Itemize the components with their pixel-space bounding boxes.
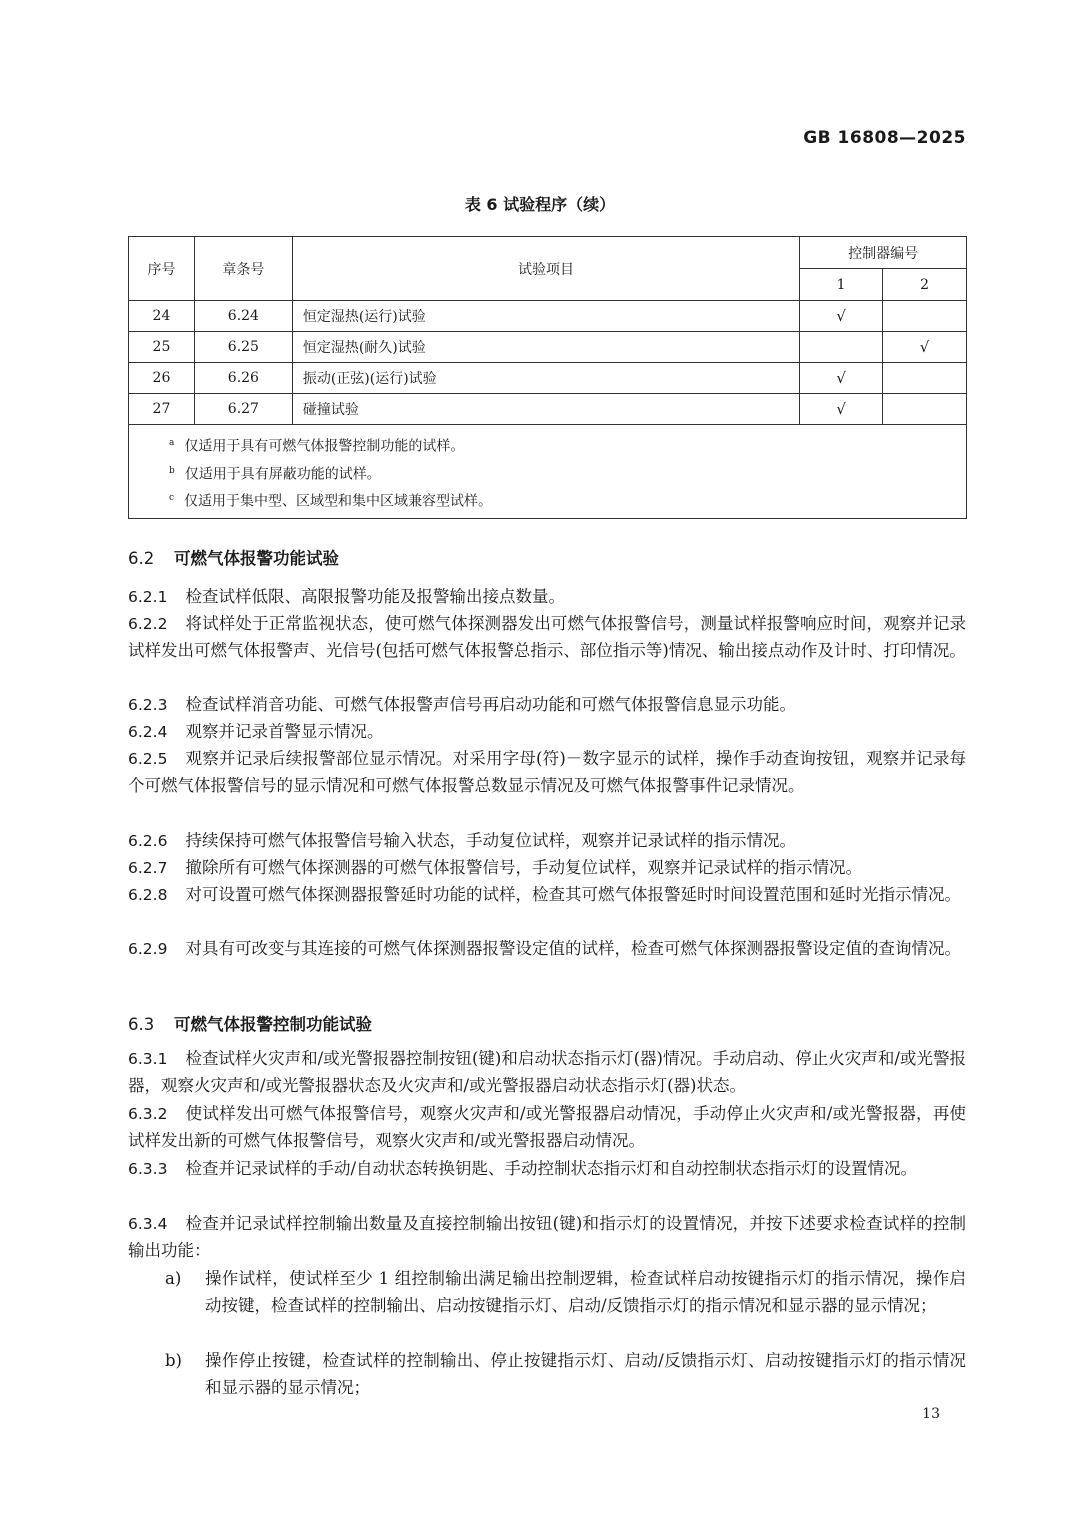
col-header-seq: 序号 <box>129 237 195 301</box>
clause-number: 6.2.3 <box>128 696 168 714</box>
clause-text: 检查并记录试样的手动/自动状态转换钥匙、手动控制状态指示灯和自动控制状态指示灯的设置情况。 <box>185 1159 918 1178</box>
clause-6-2-5 <box>128 746 966 799</box>
section-number: 6.3 <box>128 1015 155 1034</box>
cell-controller-1 <box>800 332 883 363</box>
cell-controller-2 <box>883 363 967 394</box>
cell-clause: 6.26 <box>194 363 292 394</box>
clause-text: 检查试样低限、高限报警功能及报警输出接点数量。 <box>185 587 565 606</box>
cell-item: 恒定湿热(运行)试验 <box>292 301 799 332</box>
clause-number: 6.2.5 <box>128 750 168 768</box>
clause-number: 6.3.1 <box>128 1050 168 1068</box>
list-item <box>165 1266 966 1319</box>
col-header-controller-2: 2 <box>883 269 967 301</box>
cell-item: 振动(正弦)(运行)试验 <box>292 363 799 394</box>
cell-controller-1: √ <box>800 301 883 332</box>
note-text: 仅适用于具有可燃气体报警控制功能的试样。 <box>184 438 465 455</box>
standard-id: GB 16808—2025 <box>803 128 966 148</box>
clause-number: 6.3.3 <box>128 1160 168 1178</box>
table-row <box>129 363 967 394</box>
clause-6-3-2 <box>128 1101 966 1154</box>
table-row <box>129 332 967 363</box>
cell-seq: 27 <box>129 394 195 425</box>
clause-6-2-3 <box>128 692 966 719</box>
test-procedure-table <box>128 236 967 519</box>
section-heading-6-2 <box>128 545 339 569</box>
cell-clause: 6.27 <box>194 394 292 425</box>
table-note <box>169 459 966 487</box>
clause-number: 6.2.6 <box>128 832 168 850</box>
clause-text: 观察并记录首警显示情况。 <box>185 722 384 741</box>
col-header-controller-1: 1 <box>800 269 883 301</box>
clause-6-2-7 <box>128 855 966 882</box>
col-header-item: 试验项目 <box>292 237 799 301</box>
cell-controller-2 <box>883 394 967 425</box>
cell-controller-2: √ <box>883 332 967 363</box>
clause-number: 6.2.9 <box>128 940 168 958</box>
clause-6-2-4 <box>128 719 966 746</box>
clause-6-2-1 <box>128 584 966 611</box>
list-marker: b) <box>165 1351 182 1370</box>
cell-seq: 25 <box>129 332 195 363</box>
clause-text: 观察并记录后续报警部位显示情况。对采用字母(符)－数字显示的试样，操作手动查询按钮，观察并记录每个可燃气体报警信号的显示情况和可燃气体报警总数显示情况及可燃气体报警事件记录情况。 <box>128 749 966 795</box>
note-mark: b <box>169 465 175 476</box>
cell-seq: 24 <box>129 301 195 332</box>
clause-text: 对具有可改变与其连接的可燃气体探测器报警设定值的试样，检查可燃气体探测器报警设定值的查询情况。 <box>185 939 961 958</box>
clause-number: 6.3.4 <box>128 1215 168 1233</box>
cell-clause: 6.25 <box>194 332 292 363</box>
list-item <box>165 1348 966 1401</box>
clause-text: 对可设置可燃气体探测器报警延时功能的试样，检查其可燃气体报警延时时间设置范围和延时光指示情况。 <box>185 885 961 904</box>
clause-text: 检查试样火灾声和/或光警报器控制按钮(键)和启动状态指示灯(器)情况。手动启动、停止火灾声和/或光警报器，观察火灾声和/或光警报器状态及火灾声和/或光警报器启动状态指示灯(器)状态。 <box>128 1049 966 1095</box>
clause-6-2-6 <box>128 828 966 855</box>
section-title: 可燃气体报警功能试验 <box>174 549 339 568</box>
cell-controller-1: √ <box>800 363 883 394</box>
cell-seq: 26 <box>129 363 195 394</box>
clause-text: 将试样处于正常监视状态，使可燃气体探测器发出可燃气体报警信号，测量试样报警响应时间，观察并记录试样发出可燃气体报警声、光信号(包括可燃气体报警总指示、部位指示等)情况、输出接点动作及计时、打印情况。 <box>128 614 966 660</box>
section-title: 可燃气体报警控制功能试验 <box>174 1015 372 1034</box>
cell-item: 恒定湿热(耐久)试验 <box>292 332 799 363</box>
list-marker: a) <box>165 1269 182 1288</box>
clause-6-2-9 <box>128 936 966 963</box>
cell-clause: 6.24 <box>194 301 292 332</box>
table-note <box>169 486 966 514</box>
clause-number: 6.2.7 <box>128 859 168 877</box>
clause-6-2-2 <box>128 611 966 664</box>
clause-text: 使试样发出可燃气体报警信号，观察火灾声和/或光警报器启动情况，手动停止火灾声和/或光警报器，再使试样发出新的可燃气体报警信号，观察火灾声和/或光警报器启动情况。 <box>128 1104 966 1150</box>
clause-6-3-1 <box>128 1046 966 1099</box>
clause-text: 检查试样消音功能、可燃气体报警声信号再启动功能和可燃气体报警信息显示功能。 <box>185 695 796 714</box>
clause-number: 6.3.2 <box>128 1105 168 1123</box>
table-row <box>129 301 967 332</box>
clause-6-3-4 <box>128 1211 966 1264</box>
clause-6-2-8 <box>128 882 966 909</box>
note-mark: a <box>169 438 175 448</box>
col-header-clause: 章条号 <box>194 237 292 301</box>
cell-controller-1: √ <box>800 394 883 425</box>
clause-text: 检查并记录试样控制输出数量及直接控制输出按钮(键)和指示灯的设置情况，并按下述要求检查试样的控制输出功能： <box>128 1214 966 1260</box>
table-row <box>129 394 967 425</box>
table-note <box>169 431 966 459</box>
clause-6-3-3 <box>128 1156 966 1183</box>
clause-number: 6.2.2 <box>128 615 168 633</box>
clause-text: 持续保持可燃气体报警信号输入状态，手动复位试样，观察并记录试样的指示情况。 <box>185 831 796 850</box>
page-number: 13 <box>922 1406 940 1422</box>
section-heading-6-3 <box>128 1011 372 1035</box>
cell-controller-2 <box>883 301 967 332</box>
col-header-controller: 控制器编号 <box>800 237 967 269</box>
note-mark: c <box>169 493 175 504</box>
note-text: 仅适用于具有屏蔽功能的试样。 <box>184 466 381 483</box>
clause-number: 6.2.8 <box>128 886 168 904</box>
cell-item: 碰撞试验 <box>292 394 799 425</box>
clause-number: 6.2.4 <box>128 723 168 741</box>
table-title: 表 6 试验程序（续） <box>464 195 616 214</box>
clause-number: 6.2.1 <box>128 588 168 606</box>
section-number: 6.2 <box>128 549 155 568</box>
table-notes <box>129 425 967 519</box>
list-text: 操作停止按键，检查试样的控制输出、停止按键指示灯、启动/反馈指示灯、启动按键指示灯的指示情况和显示器的显示情况； <box>205 1351 966 1397</box>
list-text: 操作试样，使试样至少 1 组控制输出满足输出控制逻辑，检查试样启动按键指示灯的指示情况，操作启动按键，检查试样的控制输出、启动按键指示灯、启动/反馈指示灯的指示情况和显示器的显示情况； <box>205 1269 966 1315</box>
clause-text: 撤除所有可燃气体探测器的可燃气体报警信号，手动复位试样，观察并记录试样的指示情况。 <box>185 858 862 877</box>
note-text: 仅适用于集中型、区域型和集中区域兼容型试样。 <box>184 493 493 510</box>
